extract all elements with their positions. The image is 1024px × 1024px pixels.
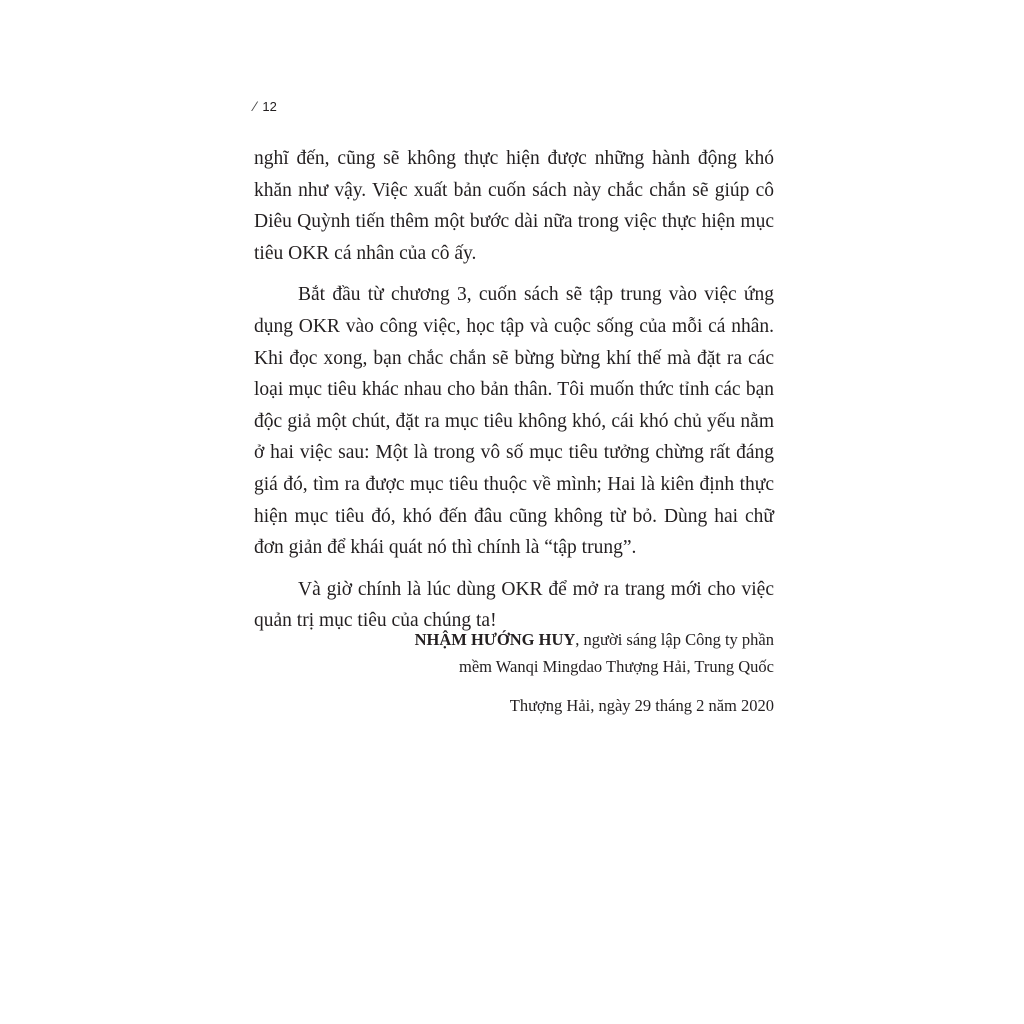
place-date: Thượng Hải, ngày 29 tháng 2 năm 2020: [509, 696, 774, 715]
page-number: 12: [262, 98, 277, 114]
author-name: NHẬM HƯỚNG HUY: [414, 630, 576, 649]
text-line: đặt ra các loại mục tiêu khác nhau cho bản thân. Tôi muốn: [254, 347, 774, 401]
text-line: nghĩ đến, cũng sẽ không thực hiện được những hành động khó: [254, 148, 774, 169]
page-header: [254, 98, 277, 114]
text-line: việc quản trị mục tiêu của chúng ta!: [254, 578, 774, 632]
paragraph-1: [254, 143, 774, 269]
text-line: khăn như vậy. Việc xuất bản cuốn sách này chắc chắn sẽ giúp: [254, 179, 750, 201]
text-line: Bắt đầu từ chương 3, cuốn sách sẽ tập trung vào việc ứng: [298, 284, 774, 306]
text-line: chính là “tập trung”.: [477, 537, 637, 559]
body-text: [254, 143, 774, 647]
author-company: mềm Wanqi Mingdao Thượng Hải, Trung Quốc: [458, 657, 774, 676]
text-line: tiêu tưởng chừng rất đáng giá đó, tìm ra được mục tiêu thuộc: [254, 442, 775, 495]
text-line: về mình; Hai là kiên định thực hiện mục tiêu đó, khó đến đâu: [254, 473, 774, 527]
text-line: cô Diêu Quỳnh tiến thêm một bước dài nữa trong việc thực: [254, 179, 775, 233]
text-line: Và giờ chính là lúc dùng OKR để mở ra trang mới cho: [298, 578, 736, 600]
text-line: thức tỉnh các bạn độc giả một chút, đặt ra mục tiêu không khó,: [254, 379, 775, 432]
text-line: dụng OKR vào công việc, học tập và cuộc sống của mỗi cá: [254, 315, 726, 337]
text-line: cái khó chủ yếu nằm ở hai việc sau: Một là trong vô số mục: [254, 410, 775, 464]
paragraph-2: [254, 279, 774, 563]
text-line: cũng không từ bỏ. Dùng hai chữ đơn giản để khái quát nó thì: [254, 505, 775, 559]
signature-block: [254, 626, 774, 719]
signature-line-1: [254, 626, 774, 653]
text-line: hiện mục tiêu OKR cá nhân của cô ấy.: [254, 211, 774, 264]
author-role: , người sáng lập Công ty phần: [575, 630, 774, 649]
text-line: nhân. Khi đọc xong, bạn chắc chắn sẽ bừng bừng khí thế mà: [254, 315, 774, 369]
slash-icon: ⁄: [254, 98, 257, 114]
